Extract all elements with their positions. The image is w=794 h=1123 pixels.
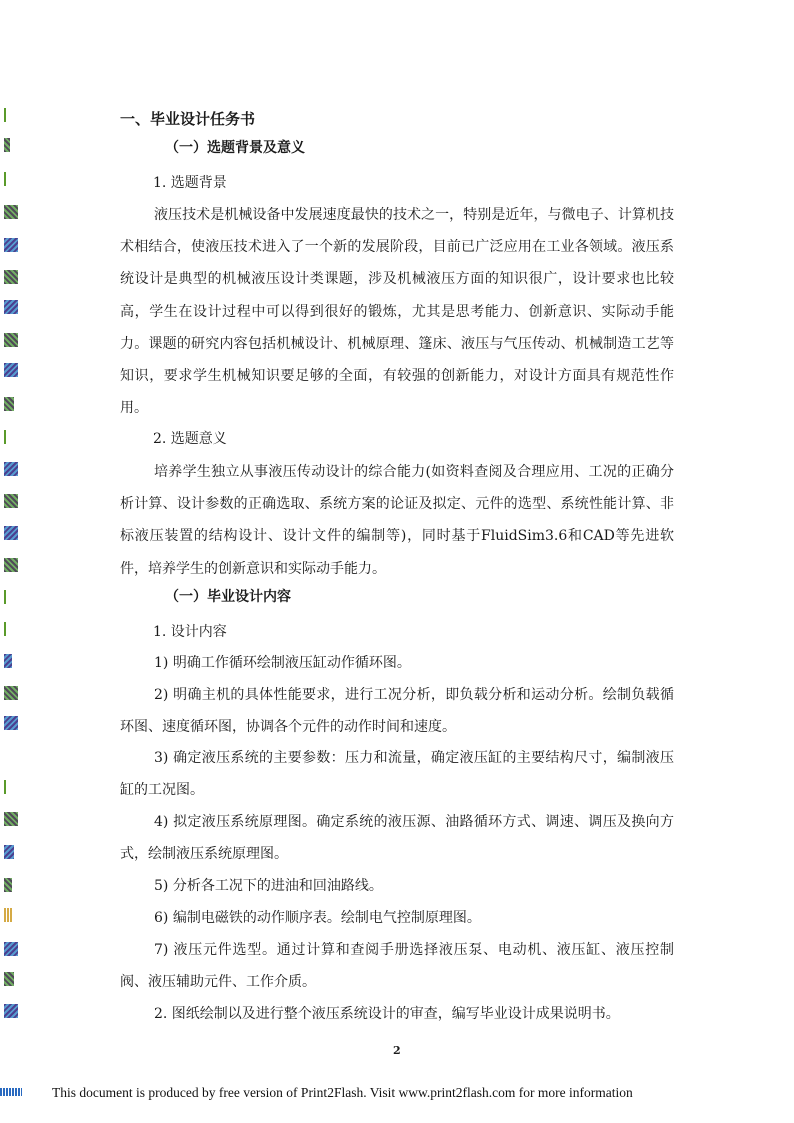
main-heading: 一、毕业设计任务书 bbox=[120, 110, 256, 128]
margin-mark bbox=[4, 654, 12, 668]
list-item-6: 6) 编制电磁铁的动作顺序表。绘制电气控制原理图。 bbox=[154, 910, 481, 926]
margin-mark bbox=[4, 686, 18, 700]
footer-notice: This document is produced by free version of Print2Flash. Visit www.print2flash.com for more information bbox=[52, 1085, 633, 1100]
margin-mark bbox=[4, 138, 10, 152]
significance-paragraph: 培养学生独立从事液压传动设计的综合能力(如资料查阅及合理应用、工况的正确分析计算、设计参数的正确选取、系统方案的论证及拟定、元件的选型、系统性能计算、非标液压装置的结构设计、设计文件的编制等)，同时基于FluidSim3.6和CAD等先进软件，培养学生的创新意识和实际动手能力。 bbox=[120, 464, 674, 577]
margin-mark bbox=[4, 300, 18, 314]
footer-mark bbox=[0, 1088, 22, 1096]
margin-mark bbox=[4, 812, 18, 826]
margin-mark bbox=[4, 333, 18, 347]
subheading-design-content: 1. 设计内容 bbox=[153, 624, 227, 640]
list-item-7: 7) 液压元件选型。通过计算和查阅手册选择液压泵、电动机、液压缸、液压控制阀、液压辅助元件、工作介质。 bbox=[120, 942, 674, 991]
margin-mark bbox=[4, 494, 18, 508]
margin-mark bbox=[4, 622, 8, 636]
list-item-5: 5) 分析各工况下的进油和回油路线。 bbox=[154, 878, 383, 894]
margin-mark bbox=[4, 205, 18, 219]
margin-mark bbox=[4, 780, 8, 794]
margin-mark bbox=[4, 716, 18, 730]
list-item-3: 3) 确定液压系统的主要参数：压力和流量，确定液压缸的主要结构尺寸，编制液压缸的工况图。 bbox=[120, 750, 674, 799]
subheading-background: 1. 选题背景 bbox=[153, 175, 227, 191]
margin-mark bbox=[4, 558, 18, 572]
page-number: 2 bbox=[393, 1044, 401, 1057]
list-item-2: 2) 明确主机的具体性能要求，进行工况分析，即负载分析和运动分析。绘制负载循环图、速度循环图，协调各个元件的动作时间和速度。 bbox=[120, 687, 674, 736]
margin-mark bbox=[4, 270, 18, 284]
subheading-drawing: 2. 图纸绘制以及进行整个液压系统设计的审查，编写毕业设计成果说明书。 bbox=[154, 1006, 620, 1022]
section-heading-background: （一）选题背景及意义 bbox=[165, 140, 305, 156]
margin-mark bbox=[4, 942, 18, 956]
subheading-significance: 2. 选题意义 bbox=[153, 431, 227, 447]
margin-mark bbox=[4, 1004, 18, 1018]
margin-mark bbox=[4, 462, 18, 476]
margin-mark bbox=[4, 172, 8, 186]
list-item-4: 4) 拟定液压系统原理图。确定系统的液压源、油路循环方式、调速、调压及换向方式，绘制液压系统原理图。 bbox=[120, 814, 674, 863]
background-paragraph: 液压技术是机械设备中发展速度最快的技术之一，特别是近年，与微电子、计算机技术相结合，使液压技术进入了一个新的发展阶段，目前已广泛应用在工业各领域。液压系统设计是典型的机械液压设计类课题，涉及机械液压方面的知识很广，设计要求也比较高，学生在设计过程中可以得到很好的锻炼，尤其是思考能力、创新意识、实际动手能力。课题的研究内容包括机械设计、机械原理、篷床、液压与气压传动、机械制造工艺等知识，要求学生机械知识要足够的全面，有较强的创新能力，对设计方面具有规范性作用。 bbox=[120, 207, 674, 417]
margin-mark bbox=[4, 363, 18, 377]
margin-mark bbox=[4, 845, 14, 859]
margin-mark bbox=[4, 238, 18, 252]
margin-mark bbox=[4, 972, 14, 986]
list-item-1: 1) 明确工作循环绘制液压缸动作循环图。 bbox=[154, 655, 411, 671]
margin-mark bbox=[4, 878, 12, 892]
section-heading-content: （一）毕业设计内容 bbox=[165, 589, 291, 605]
margin-mark bbox=[4, 526, 18, 540]
margin-mark bbox=[4, 397, 14, 411]
margin-mark bbox=[4, 908, 12, 922]
margin-mark bbox=[4, 590, 8, 604]
margin-mark bbox=[4, 430, 8, 444]
margin-mark bbox=[4, 108, 8, 122]
